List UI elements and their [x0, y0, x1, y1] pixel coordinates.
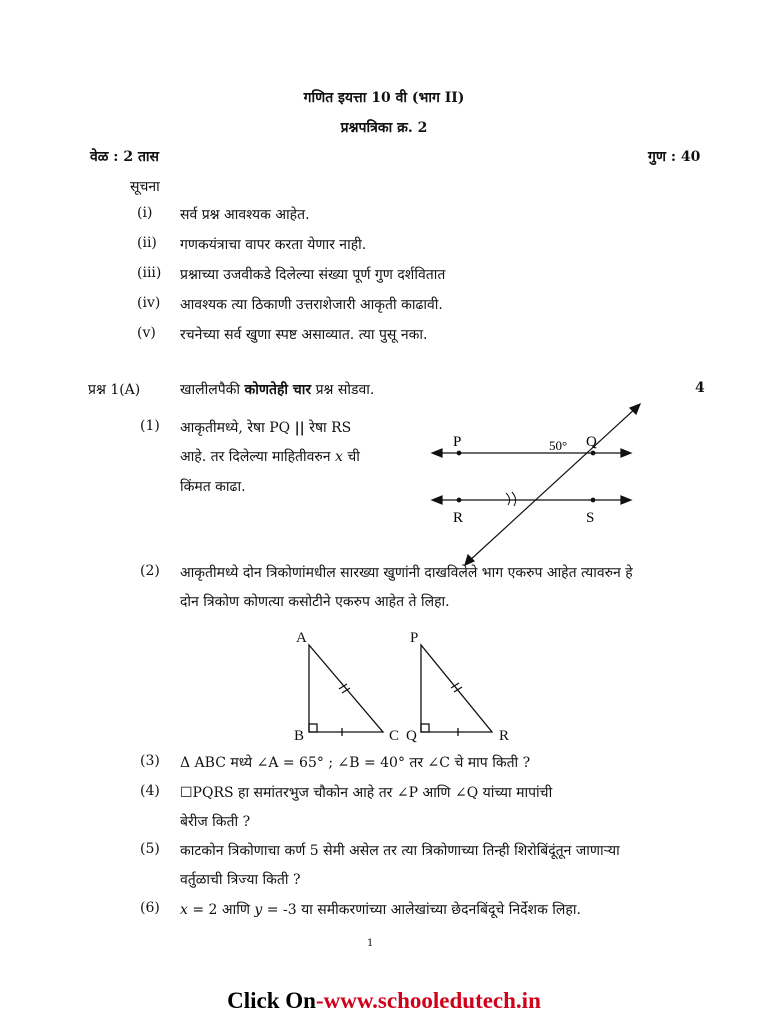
- q6-var-x: x: [180, 902, 188, 918]
- instruction-num: (iv): [137, 295, 161, 311]
- q6-text: [180, 900, 581, 919]
- instruction-num: (ii): [137, 235, 157, 251]
- q6-eq-x: = 2 आणि: [192, 902, 250, 918]
- angle-label: 50°: [549, 438, 568, 453]
- instruction-text: रचनेच्या सर्व खुणा स्पष्ट असाव्यात. त्या पुसू नका.: [180, 327, 428, 343]
- triangle-pqr: [421, 645, 492, 732]
- question-num: (4): [140, 783, 160, 799]
- section-pre: खालीलपैकी: [180, 382, 241, 398]
- q4-line2: बेरीज किती ?: [180, 814, 251, 830]
- label-r: R: [499, 728, 510, 744]
- q1-text-b: रेषा RS: [309, 420, 352, 436]
- q1-text-c: आहे. तर दिलेल्या माहितीवरुन: [180, 449, 331, 465]
- q2-line2: दोन त्रिकोण कोणत्या कसोटीने एकरुप आहेत ते लिहा.: [180, 594, 450, 610]
- label-p: P: [453, 434, 462, 450]
- section-post: प्रश्न सोडवा.: [315, 382, 375, 398]
- right-angle-mark: [421, 724, 429, 732]
- question-num: (6): [140, 900, 160, 916]
- instruction-num: (i): [137, 205, 153, 221]
- question-num: (2): [140, 563, 160, 579]
- q5-line2: वर्तुळाची त्रिज्या किती ?: [180, 872, 301, 888]
- instruction-text: सर्व प्रश्न आवश्यक आहेत.: [180, 207, 310, 223]
- parallel-symbol: ||: [294, 420, 305, 436]
- footer-prefix: Click On: [227, 988, 316, 1013]
- paper-subtitle: प्रश्नपत्रिका क्र. 2: [340, 120, 428, 136]
- label-r: R: [453, 510, 464, 526]
- right-angle-mark: [309, 724, 317, 732]
- instruction-text: प्रश्नाच्या उजवीकडे दिलेल्या संख्या पूर्ण गुण दर्शवितात: [180, 267, 446, 283]
- instruction-num: (iii): [137, 265, 162, 281]
- time-label: वेळ : 2 तास: [90, 149, 160, 165]
- label-s: S: [586, 510, 595, 526]
- question-num: (5): [140, 841, 160, 857]
- q1-line3: किंमत काढा.: [180, 479, 246, 495]
- q1-variable: x: [335, 449, 343, 465]
- section-label: प्रश्न 1(A): [88, 382, 141, 398]
- footer-link[interactable]: www.schooledutech.in: [323, 988, 541, 1013]
- label-b: B: [294, 728, 305, 744]
- q3-text: Δ ABC मध्ये ∠A = 65° ; ∠B = 40° तर ∠C चे माप किती ?: [180, 755, 531, 771]
- instruction-num: (v): [137, 325, 156, 341]
- question-num: (3): [140, 753, 160, 769]
- q2-line1: आकृतीमध्ये दोन त्रिकोणांमधील सारख्या खुणांनी दाखविलेले भाग एकरुप आहेत त्यावरुन हे: [180, 565, 633, 581]
- section-emphasis: कोणतेही चार: [244, 382, 312, 398]
- q1-text-a: आकृतीमध्ये, रेषा PQ: [180, 420, 291, 436]
- instructions-heading: सूचना: [130, 179, 160, 195]
- label-a: A: [296, 630, 307, 646]
- q6-eq-y: = -3 या समीकरणांच्या आलेखांच्या छेदनबिंदूचे निर्देशक लिहा.: [266, 902, 581, 918]
- paper-title: गणित इयत्ता 10 वी (भाग II): [303, 90, 465, 106]
- q4-line1: ☐PQRS हा समांतरभुज चौकोन आहे तर ∠P आणि ∠Q यांच्या मापांची: [180, 785, 553, 801]
- q6-var-y: y: [254, 902, 263, 918]
- section-marks: 4: [695, 380, 705, 396]
- instruction-text: गणकयंत्राचा वापर करता येणार नाही.: [180, 237, 367, 253]
- label-q: Q: [586, 434, 597, 450]
- page-number: 1: [367, 938, 374, 949]
- footer-banner: [0, 988, 768, 1014]
- label-q: Q: [406, 728, 417, 744]
- q1-text-d: ची: [347, 449, 360, 465]
- marks-label: गुण : 40: [648, 149, 701, 165]
- q5-line1: काटकोन त्रिकोणाचा कर्ण 5 सेमी असेल तर त्या त्रिकोणाच्या तिन्ही शिरोबिंदूंतून जाणाऱ्या: [180, 843, 620, 859]
- label-p: P: [410, 630, 419, 646]
- question-num: (1): [140, 418, 160, 434]
- instruction-text: आवश्यक त्या ठिकाणी उत्तराशेजारी आकृती काढावी.: [180, 297, 443, 313]
- label-c: C: [389, 728, 400, 744]
- footer-dash: -: [315, 988, 324, 1013]
- triangle-abc: [309, 645, 383, 732]
